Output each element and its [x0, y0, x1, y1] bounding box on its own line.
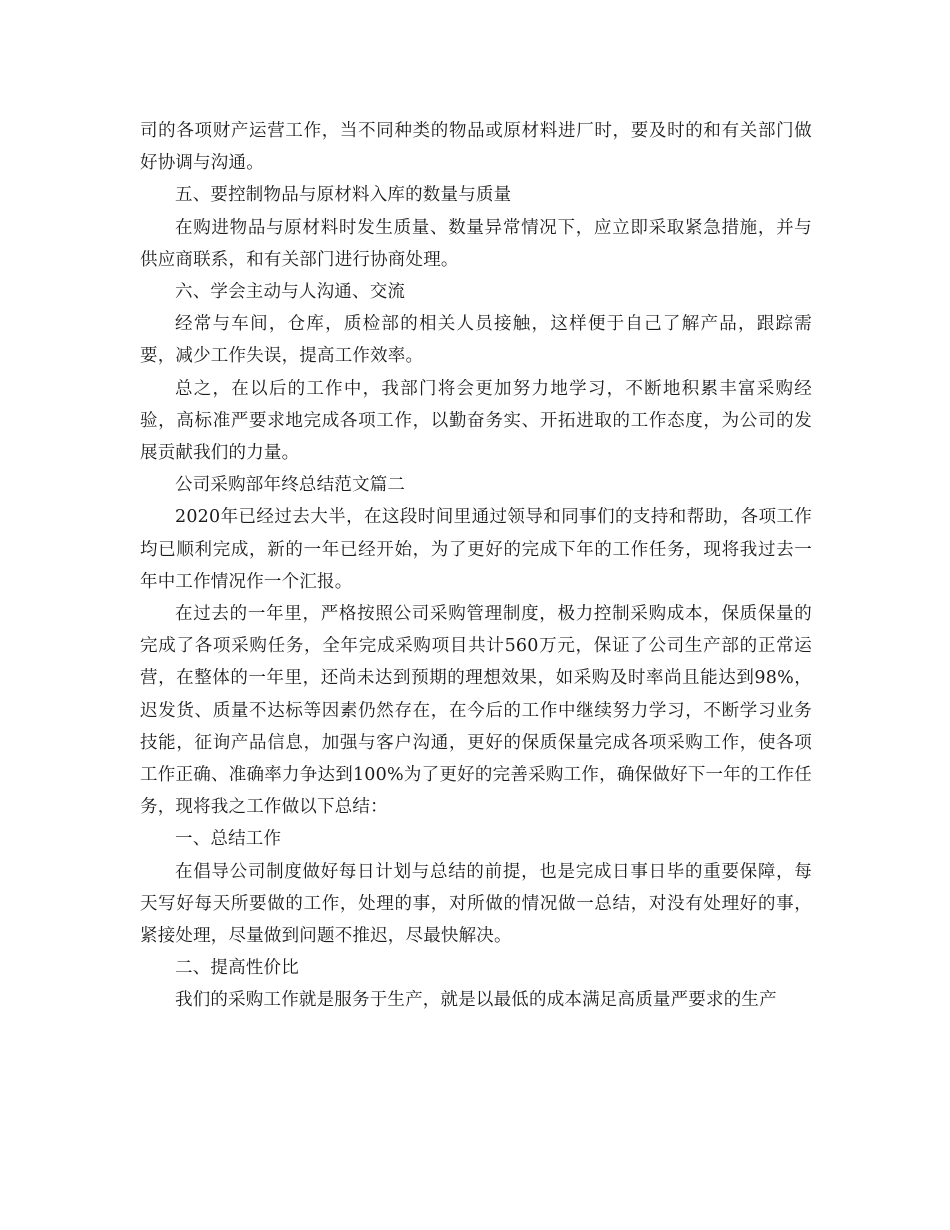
section-heading-2: 二、提高性价比 — [175, 958, 299, 979]
paragraph-continuation: 司的各项财产运营工作，当不同种类的物品或原材料进厂时，要及时的和有关部门做好协调与沟通。 — [140, 121, 812, 174]
paragraph: 经常与车间，仓库，质检部的相关人员接触，这样便于自己了解产品，跟踪需要，减少工作失误，提高工作效率。 — [140, 314, 812, 367]
paragraph-conclusion: 总之，在以后的工作中，我部门将会更加努力地学习，不断地积累丰富采购经验，高标准严要求地完成各项工作，以勤奋务实、开拓进取的工作态度，为公司的发展贡献我们的力量。 — [140, 378, 812, 464]
paragraph: 在过去的一年里，严格按照公司采购管理制度，极力控制采购成本，保质保量的完成了各项采购任务，全年完成采购项目共计560万元，保证了公司生产部的正常运营，在整体的一年里，还尚未达到预期的理想效果，如采购及时率尚且能达到98%，迟发货、质量不达标等因素仍然存在，在今后的工作中继续努力学习，不断学习业务技能，征询产品信息，加强与客户沟通，更好的保质保量完成各项采购工作，使各项工作正确、准确率力争达到100%为了更好的完善采购工作，确保做好下一年的工作任务，现将我之工作做以下总结： — [140, 604, 812, 818]
section-heading-5: 五、要控制物品与原材料入库的数量与质量 — [175, 185, 512, 206]
section-heading-1: 一、总结工作 — [175, 829, 282, 850]
section-heading-6: 六、学会主动与人沟通、交流 — [175, 282, 406, 303]
paragraph: 2020年已经过去大半，在这段时间里通过领导和同事们的支持和帮助，各项工作均已顺利完成，新的一年已经开始，为了更好的完成下年的工作任务，现将我过去一年中工作情况作一个汇报。 — [140, 507, 812, 592]
paragraph: 在倡导公司制度做好每日计划与总结的前提，也是完成日事日毕的重要保障，每天写好每天所要做的工作，处理的事，对所做的情况做一总结，对没有处理好的事，紧接处理，尽量做到问题不推迟，尽最快解决。 — [140, 861, 812, 947]
paragraph: 我们的采购工作就是服务于生产，就是以最低的成本满足高质量严要求的生产 — [175, 990, 777, 1011]
article-title: 公司采购部年终总结范文篇二 — [175, 475, 406, 496]
document-body — [140, 115, 812, 1017]
paragraph: 在购进物品与原材料时发生质量、数量异常情况下，应立即采取紧急措施，并与供应商联系，和有关部门进行协商处理。 — [140, 217, 812, 270]
